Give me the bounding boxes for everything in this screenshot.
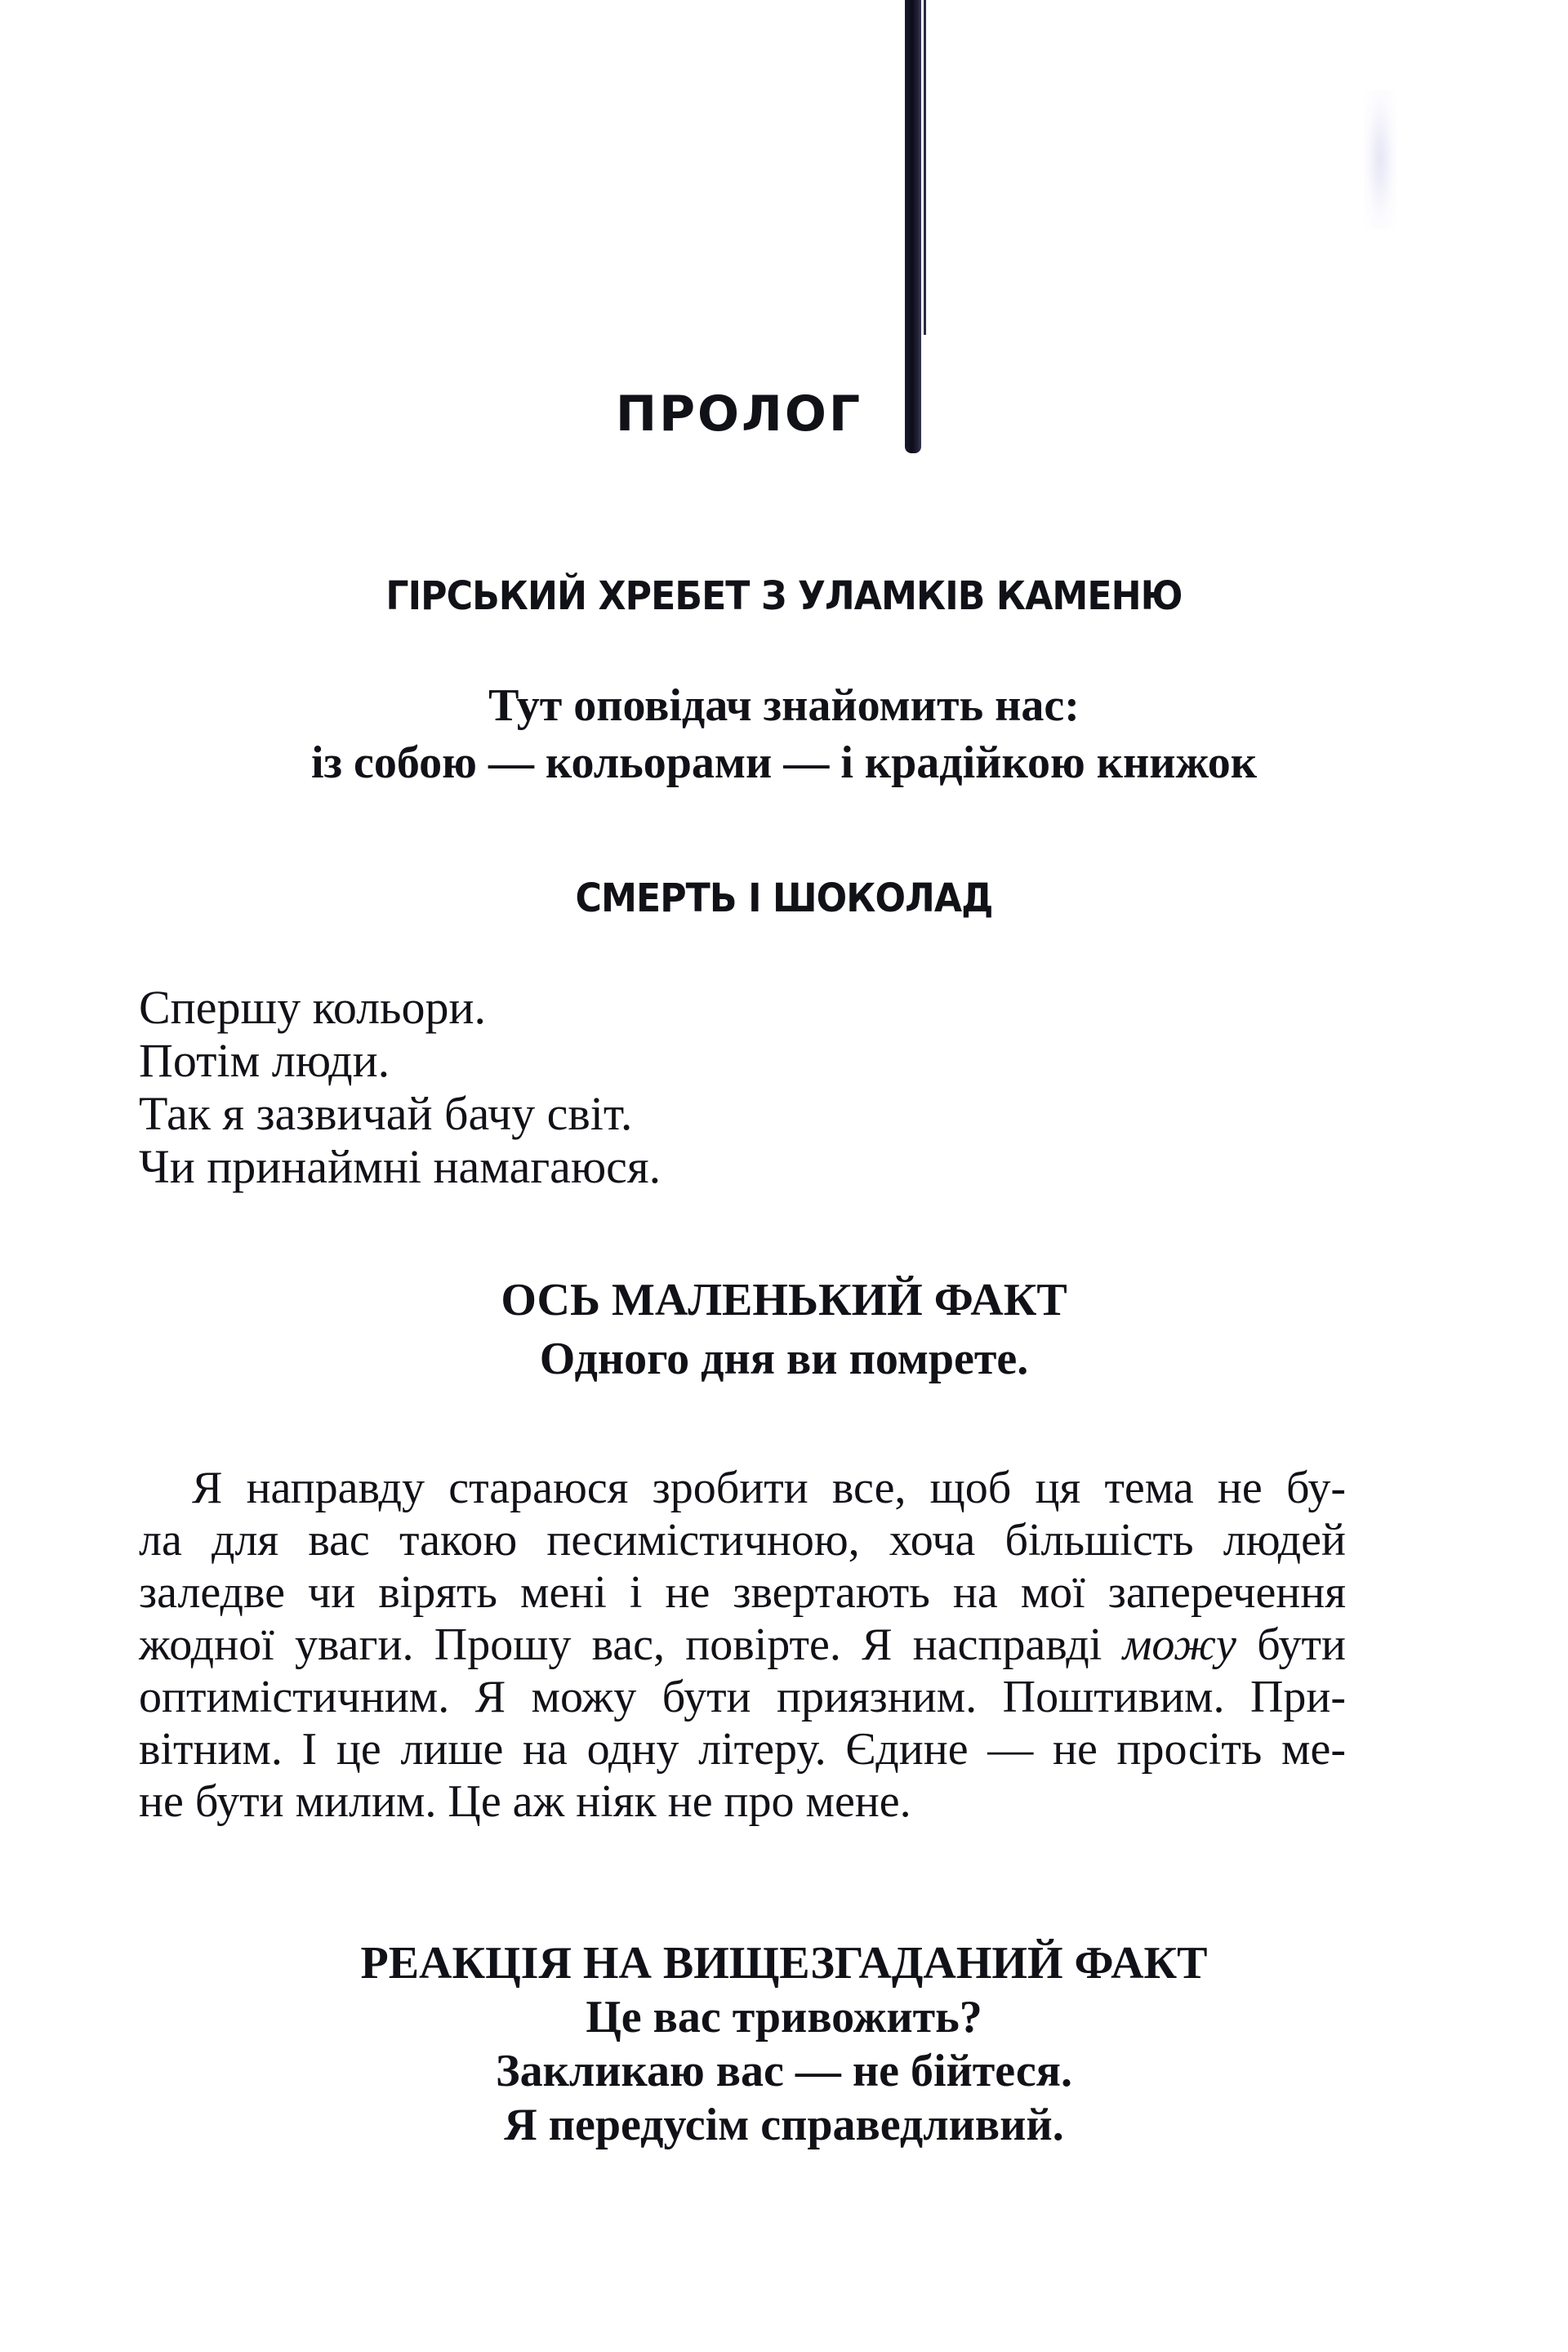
section-subtitle-line: Тут оповідач знайомить нас: xyxy=(488,680,1080,731)
paragraph-line: ла для вас такою песимістичною, хоча більшість людей xyxy=(139,1515,1346,1566)
section-subtitle-line: із собою — кольорами — і крадійкою книжок xyxy=(310,737,1258,788)
bookmark-ribbon xyxy=(905,0,921,453)
paragraph-line-head: жодної уваги. Прошу вас, повірте. Я насправді xyxy=(139,1619,1123,1670)
paragraph-line: оптимістичним. Я можу бути приязним. Поштивим. При- xyxy=(139,1672,1346,1722)
section-subtitle-line: Закликаю вас — не бійтеся. xyxy=(496,2046,1072,2096)
section-subtitle-line: Я передусім справедливий. xyxy=(504,2100,1064,2150)
section-heading-death-chocolate: СМЕРТЬ І ШОКОЛАД xyxy=(575,875,993,921)
print-bleed-smudge xyxy=(1364,90,1396,229)
section-subtitle-line: Це вас тривожить? xyxy=(586,1992,982,2042)
paragraph-line: не бути милим. Це аж ніяк не про мене. xyxy=(139,1776,911,1827)
section-heading-mountain-range: ГІРСЬКИЙ ХРЕБЕТ З УЛАМКІВ КАМЕНЮ xyxy=(385,573,1183,619)
paragraph-line-tail: бути xyxy=(1236,1619,1346,1670)
body-paragraph xyxy=(139,1462,1346,1828)
paragraph-line: Я направду стараюся зробити все, щоб ця тема не бу- xyxy=(192,1463,1346,1513)
section-subtitle-line: Одного дня ви помрете. xyxy=(539,1334,1029,1384)
section-heading-small-fact: ОСЬ МАЛЕНЬКИЙ ФАКТ xyxy=(501,1275,1067,1325)
emphasis-word: можу xyxy=(1122,1619,1236,1670)
paragraph-line: вітним. І це лише на одну літеру. Єдине — не просіть ме- xyxy=(139,1724,1346,1775)
paragraph-line xyxy=(139,1619,1346,1671)
verse-line: Спершу кольори. xyxy=(139,981,487,1034)
verse-line: Чи принаймні намагаюся. xyxy=(139,1140,662,1193)
bookmark-ribbon-edge xyxy=(924,0,926,335)
verse-line: Так я зазвичай бачу світ. xyxy=(139,1087,633,1140)
verse-line: Потім люди. xyxy=(139,1034,390,1087)
paragraph-line: заледве чи вірять мені і не звертають на мої заперечення xyxy=(139,1567,1346,1618)
section-heading-reaction: РЕАКЦІЯ НА ВИЩЕЗГАДАНИЙ ФАКТ xyxy=(360,1938,1208,1989)
chapter-title: ПРОЛОГ xyxy=(615,385,863,443)
